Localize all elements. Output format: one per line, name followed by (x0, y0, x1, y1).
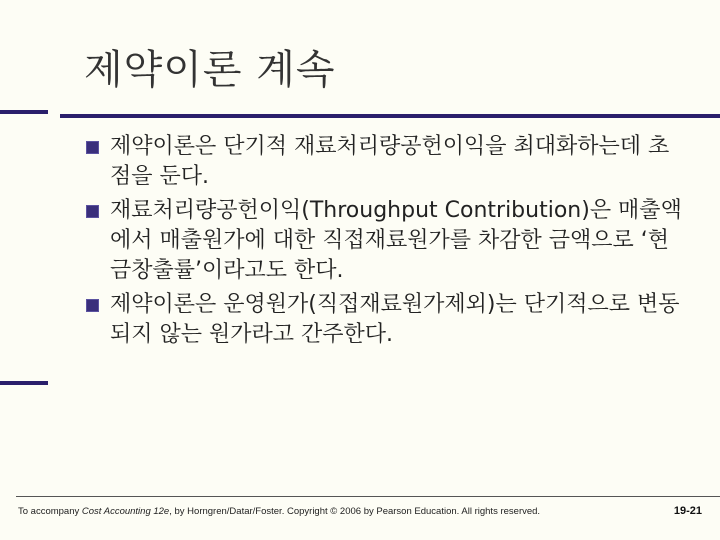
bullet-item (86, 196, 686, 286)
bullet-text: 제약이론은 운영원가(직접재료원가제외)는 단기적으로 변동되지 않는 원가라고 간주한다. (110, 292, 680, 347)
bullet-list (86, 132, 686, 354)
page-number: 19-21 (673, 505, 702, 517)
left-accent-line-top (0, 110, 48, 114)
bullet-item (86, 132, 686, 192)
footer-suffix: , by Horngren/Datar/Foster. Copyright © 2006 by Pearson Education. All rights reserved. (169, 506, 541, 517)
title-rule (60, 114, 720, 118)
bullet-item (86, 290, 686, 350)
square-bullet-icon (86, 299, 99, 312)
square-bullet-icon (86, 141, 99, 154)
square-bullet-icon (86, 205, 99, 218)
footer-rule (16, 496, 720, 497)
footer-book-title: Cost Accounting 12e (81, 506, 170, 517)
footer-prefix: To accompany (18, 506, 82, 517)
slide-title: 제약이론 계속 (84, 47, 336, 93)
left-accent-bar (0, 110, 48, 385)
footer-copyright (18, 506, 540, 517)
bullet-text: 제약이론은 단기적 재료처리량공헌이익을 최대화하는데 초점을 둔다. (110, 134, 670, 189)
bullet-text: 재료처리량공헌이익(Throughput Contribution)은 매출액에서 매출원가에 대한 직접재료원가를 차감한 금액으로 ‘현금창출률’이라고도 한다. (110, 198, 682, 283)
left-accent-line-bottom (0, 381, 48, 385)
